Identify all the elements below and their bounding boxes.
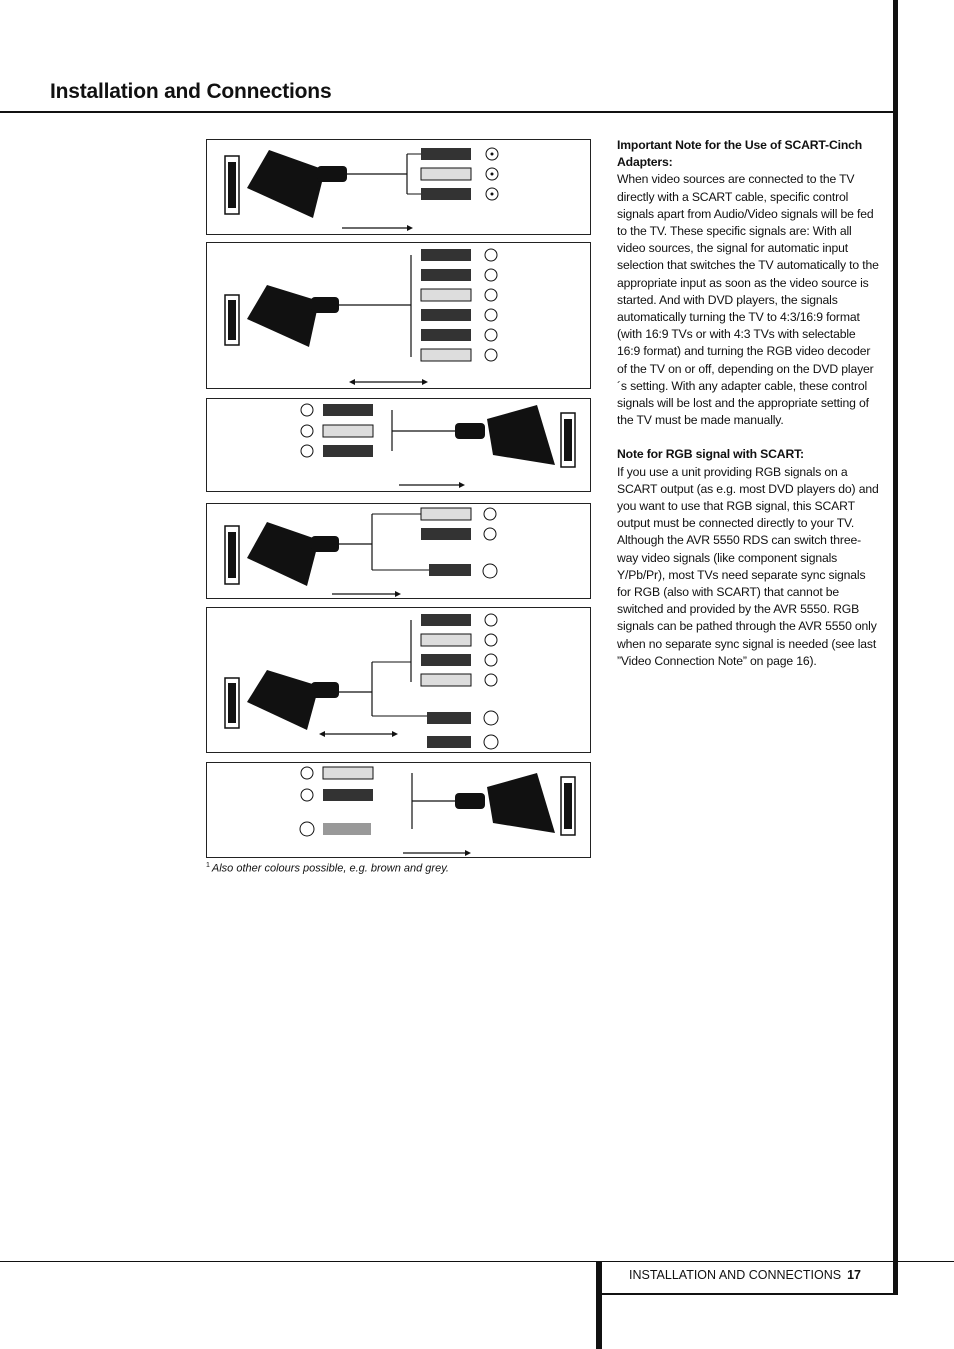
signal-direction-arrow: [349, 379, 428, 385]
page-number: 17: [847, 1268, 861, 1282]
scart-socket-icon: [561, 777, 575, 835]
cinch-plugs: [301, 404, 373, 457]
scart-plug-icon: [247, 150, 347, 218]
signal-direction-arrow: [332, 591, 401, 597]
footnote-marker: 1: [206, 862, 210, 869]
diagram-scart-to-cinch-svideo: [206, 503, 591, 599]
svideo-plug-icon: [427, 711, 498, 749]
cinch-plugs: [421, 249, 497, 361]
notes-column: [617, 137, 879, 687]
signal-direction-arrow: [403, 850, 471, 856]
cinch-plugs: [421, 508, 496, 540]
footnote-text: Also other colours possible, e.g. brown and grey.: [211, 862, 449, 875]
cinch-plugs: [421, 614, 497, 686]
note-heading-rgb: Note for RGB signal with SCART:: [617, 447, 804, 462]
signal-direction-arrow: [319, 731, 398, 737]
cinch-plugs: [421, 148, 498, 200]
cinch-plugs: [301, 767, 373, 801]
scart-plug-icon: [247, 522, 339, 586]
scart-plug-icon: [247, 285, 339, 347]
diagram-scart-to-3-cinch: [206, 139, 591, 235]
scart-plug-icon: [455, 773, 555, 833]
signal-direction-arrow: [399, 482, 465, 488]
scart-plug-icon: [247, 670, 339, 730]
scart-socket-icon: [225, 295, 239, 345]
scart-socket-icon: [225, 678, 239, 728]
diagram-scart-to-4-cinch-2-svideo: [206, 607, 591, 753]
note-body-scart-cinch: When video sources are connected to the TV directly with a SCART cable, specific control signals apart from Audio/Video signals will be fed to the TV. These specific signals are: With all video sources, the signal for automatic input selection that switches the TV automatically to the appropriate input as soon as the video source is started. And with DVD players, the signals automatically turning the TV to 4:3/16:9 format (with 16:9 TVs or with 4:3 TVs with selectable 16:9 format) and turning the RGB video decoder of the TV on or off, depending on the DVD player´s setting. With any adapter cable, these control signals will be lost and the appropriate setting of the TV must be made manually.: [617, 172, 879, 428]
scart-socket-icon: [561, 413, 575, 467]
svideo-plug-icon: [429, 564, 497, 578]
scart-socket-icon: [225, 526, 239, 584]
page-title: Installation and Connections: [50, 80, 332, 103]
signal-direction-arrow: [342, 225, 413, 231]
footer-rule: [0, 1261, 954, 1262]
right-edge-bar: [893, 0, 898, 1295]
note-body-rgb: If you use a unit providing RGB signals on a SCART output (as e.g. most DVD players do) and you want to use that RGB signal, this SCART output must be connected directly to your TV. Although the AVR 5550 RDS can switch three-way video signals (like component signals Y/Pb/Pr), most TVs need separate sync signals for RGB (also with SCART) that cannot be switched and provided by the AVR 5550. RGB signals can be pathed through the AVR 5550 only when no separate sync signal is needed (see last ”Video Connection Note” on page 16).: [617, 464, 879, 668]
footer-vertical-bar: [596, 1262, 602, 1349]
scart-socket-icon: [225, 156, 239, 214]
note-heading-scart-cinch: Important Note for the Use of SCART-Cinch Adapters:: [617, 138, 863, 170]
scart-plug-icon: [455, 405, 555, 465]
diagram-3-cinch-to-scart: [206, 398, 591, 492]
svideo-plug-icon: [300, 822, 371, 836]
diagram-cinch-svideo-to-scart: [206, 762, 591, 858]
footer-underline: [602, 1293, 898, 1295]
footnote: [206, 862, 449, 875]
page-footer: [629, 1268, 861, 1282]
diagram-scart-to-6-cinch: [206, 242, 591, 389]
footer-section-name: INSTALLATION AND CONNECTIONS: [629, 1268, 842, 1282]
header-rule: [0, 111, 893, 113]
